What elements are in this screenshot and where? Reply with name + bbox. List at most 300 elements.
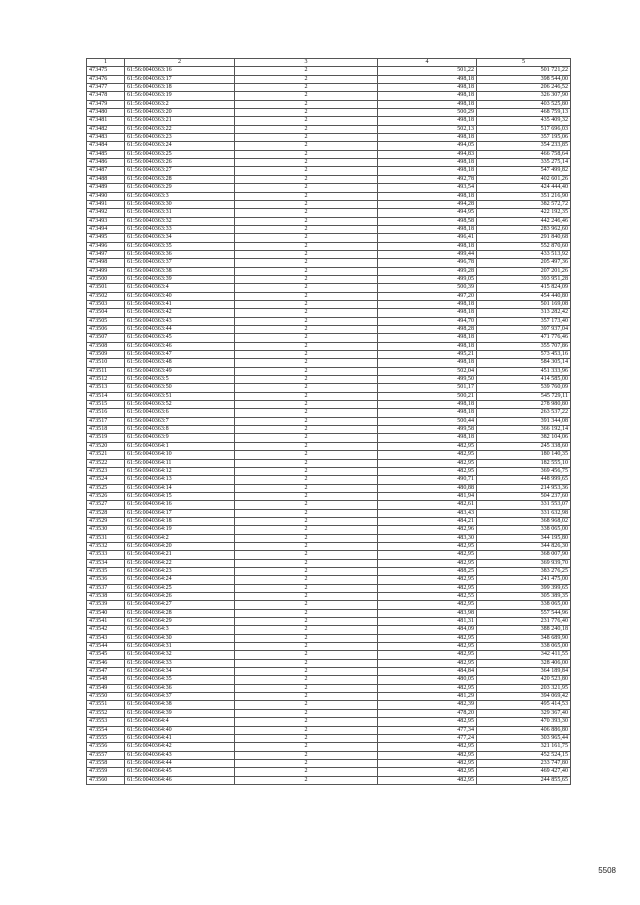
value-cell: 442 246,46 <box>477 217 571 225</box>
row-number-cell: 473477 <box>87 84 125 92</box>
row-number-cell: 473485 <box>87 150 125 158</box>
cadastral-number-cell: 61:56:0040364:12 <box>125 467 235 475</box>
category-cell: 2 <box>235 242 378 250</box>
table-row <box>87 300 571 308</box>
area-cell: 498,18 <box>378 75 477 83</box>
table-row <box>87 517 571 525</box>
value-cell: 326 307,90 <box>477 92 571 100</box>
cadastral-number-cell: 61:56:0040364:22 <box>125 559 235 567</box>
cadastral-number-cell: 61:56:0040364:33 <box>125 659 235 667</box>
table-row <box>87 225 571 233</box>
cadastral-number-cell: 61:56:0040364:1 <box>125 442 235 450</box>
table-row <box>87 542 571 550</box>
row-number-cell: 473538 <box>87 593 125 601</box>
table-row <box>87 67 571 75</box>
table-row <box>87 217 571 225</box>
cadastral-number-cell: 61:56:0040364:37 <box>125 693 235 701</box>
cadastral-number-cell: 61:56:0040363:18 <box>125 84 235 92</box>
category-cell: 2 <box>235 200 378 208</box>
cadastral-number-cell: 61:56:0040363:39 <box>125 275 235 283</box>
value-cell: 451 333,96 <box>477 367 571 375</box>
area-cell: 482,95 <box>378 634 477 642</box>
category-cell: 2 <box>235 593 378 601</box>
value-cell: 180 140,35 <box>477 451 571 459</box>
area-cell: 498,58 <box>378 217 477 225</box>
value-cell: 354 233,85 <box>477 142 571 150</box>
area-cell: 498,18 <box>378 300 477 308</box>
table-row <box>87 326 571 334</box>
table-row <box>87 609 571 617</box>
area-cell: 482,95 <box>378 768 477 776</box>
value-cell: 471 776,46 <box>477 334 571 342</box>
cadastral-number-cell: 61:56:0040363:51 <box>125 392 235 400</box>
area-cell: 482,95 <box>378 459 477 467</box>
row-number-cell: 473559 <box>87 768 125 776</box>
cadastral-number-cell: 61:56:0040364:41 <box>125 734 235 742</box>
category-cell: 2 <box>235 726 378 734</box>
cadastral-number-cell: 61:56:0040363:25 <box>125 150 235 158</box>
area-cell: 482,95 <box>378 451 477 459</box>
row-number-cell: 473489 <box>87 184 125 192</box>
cadastral-number-cell: 61:56:0040364:36 <box>125 684 235 692</box>
row-number-cell: 473502 <box>87 292 125 300</box>
column-header-2: 2 <box>125 59 235 67</box>
value-cell: 382 572,72 <box>477 200 571 208</box>
cadastral-number-cell: 61:56:0040363:42 <box>125 309 235 317</box>
value-cell: 382 104,06 <box>477 434 571 442</box>
row-number-cell: 473530 <box>87 526 125 534</box>
area-cell: 497,20 <box>378 292 477 300</box>
value-cell: 415 824,09 <box>477 284 571 292</box>
table-row <box>87 751 571 759</box>
row-number-cell: 473479 <box>87 100 125 108</box>
cadastral-number-cell: 61:56:0040364:45 <box>125 768 235 776</box>
table-row <box>87 576 571 584</box>
area-cell: 501,22 <box>378 67 477 75</box>
cadastral-number-cell: 61:56:0040364:11 <box>125 459 235 467</box>
category-cell: 2 <box>235 409 378 417</box>
value-cell: 388 240,18 <box>477 626 571 634</box>
cadastral-number-cell: 61:56:0040364:18 <box>125 517 235 525</box>
area-cell: 484,84 <box>378 668 477 676</box>
area-cell: 481,31 <box>378 618 477 626</box>
value-cell: 557 544,96 <box>477 609 571 617</box>
category-cell: 2 <box>235 668 378 676</box>
category-cell: 2 <box>235 367 378 375</box>
row-number-cell: 473496 <box>87 242 125 250</box>
row-number-cell: 473494 <box>87 225 125 233</box>
area-cell: 501,17 <box>378 384 477 392</box>
category-cell: 2 <box>235 701 378 709</box>
category-cell: 2 <box>235 217 378 225</box>
value-cell: 182 555,10 <box>477 459 571 467</box>
value-cell: 466 758,64 <box>477 150 571 158</box>
cadastral-number-cell: 61:56:0040364:28 <box>125 609 235 617</box>
cadastral-number-cell: 61:56:0040363:30 <box>125 200 235 208</box>
row-number-cell: 473499 <box>87 267 125 275</box>
table-row <box>87 309 571 317</box>
category-cell: 2 <box>235 117 378 125</box>
cadastral-number-cell: 61:56:0040364:25 <box>125 584 235 592</box>
row-number-cell: 473547 <box>87 668 125 676</box>
table-row <box>87 659 571 667</box>
row-number-cell: 473511 <box>87 367 125 375</box>
value-cell: 263 537,22 <box>477 409 571 417</box>
value-cell: 424 444,40 <box>477 184 571 192</box>
cadastral-number-cell: 61:56:0040364:39 <box>125 709 235 717</box>
row-number-cell: 473500 <box>87 275 125 283</box>
cadastral-number-cell: 61:56:0040363:38 <box>125 267 235 275</box>
row-number-cell: 473490 <box>87 192 125 200</box>
table-row <box>87 618 571 626</box>
value-cell: 545 729,11 <box>477 392 571 400</box>
value-cell: 366 192,14 <box>477 426 571 434</box>
value-cell: 406 886,80 <box>477 726 571 734</box>
row-number-cell: 473542 <box>87 626 125 634</box>
table-row <box>87 426 571 434</box>
category-cell: 2 <box>235 417 378 425</box>
row-number-cell: 473554 <box>87 726 125 734</box>
row-number-cell: 473510 <box>87 359 125 367</box>
area-cell: 482,95 <box>378 651 477 659</box>
category-cell: 2 <box>235 259 378 267</box>
row-number-cell: 473550 <box>87 693 125 701</box>
value-cell: 397 937,04 <box>477 326 571 334</box>
row-number-cell: 473504 <box>87 309 125 317</box>
area-cell: 483,98 <box>378 609 477 617</box>
area-cell: 498,18 <box>378 192 477 200</box>
category-cell: 2 <box>235 551 378 559</box>
cadastral-number-cell: 61:56:0040364:35 <box>125 676 235 684</box>
row-number-cell: 473560 <box>87 776 125 784</box>
area-cell: 498,18 <box>378 359 477 367</box>
cadastral-number-cell: 61:56:0040363:9 <box>125 434 235 442</box>
table-row <box>87 509 571 517</box>
category-cell: 2 <box>235 693 378 701</box>
category-cell: 2 <box>235 709 378 717</box>
value-cell: 368 968,02 <box>477 517 571 525</box>
column-header-1: 1 <box>87 59 125 67</box>
row-number-cell: 473529 <box>87 517 125 525</box>
cadastral-number-cell: 61:56:0040363:37 <box>125 259 235 267</box>
cadastral-number-cell: 61:56:0040363:21 <box>125 117 235 125</box>
value-cell: 241 475,00 <box>477 576 571 584</box>
cadastral-number-cell: 61:56:0040364:3 <box>125 626 235 634</box>
table-row <box>87 150 571 158</box>
row-number-cell: 473495 <box>87 234 125 242</box>
table-row <box>87 209 571 217</box>
cadastral-number-cell: 61:56:0040364:2 <box>125 534 235 542</box>
cadastral-number-cell: 61:56:0040363:41 <box>125 300 235 308</box>
value-cell: 328 406,00 <box>477 659 571 667</box>
value-cell: 495 414,53 <box>477 701 571 709</box>
category-cell: 2 <box>235 542 378 550</box>
area-cell: 498,18 <box>378 242 477 250</box>
table-body <box>87 67 571 785</box>
table-row <box>87 200 571 208</box>
value-cell: 214 953,36 <box>477 484 571 492</box>
cadastral-number-cell: 61:56:0040363:46 <box>125 342 235 350</box>
row-number-cell: 473525 <box>87 484 125 492</box>
table-row <box>87 142 571 150</box>
row-number-cell: 473513 <box>87 384 125 392</box>
row-number-cell: 473549 <box>87 684 125 692</box>
table-row <box>87 384 571 392</box>
value-cell: 344 195,80 <box>477 534 571 542</box>
value-cell: 344 826,30 <box>477 542 571 550</box>
row-number-cell: 473483 <box>87 134 125 142</box>
table-row <box>87 476 571 484</box>
cadastral-number-cell: 61:56:0040363:27 <box>125 167 235 175</box>
area-cell: 498,28 <box>378 326 477 334</box>
registry-table <box>86 58 571 785</box>
category-cell: 2 <box>235 150 378 158</box>
category-cell: 2 <box>235 618 378 626</box>
area-cell: 498,18 <box>378 409 477 417</box>
cadastral-number-cell: 61:56:0040363:7 <box>125 417 235 425</box>
cadastral-number-cell: 61:56:0040364:27 <box>125 601 235 609</box>
table-row <box>87 250 571 258</box>
area-cell: 480,05 <box>378 676 477 684</box>
value-cell: 203 321,95 <box>477 684 571 692</box>
cadastral-number-cell: 61:56:0040363:24 <box>125 142 235 150</box>
category-cell: 2 <box>235 300 378 308</box>
category-cell: 2 <box>235 718 378 726</box>
table-row <box>87 234 571 242</box>
cadastral-number-cell: 61:56:0040364:17 <box>125 509 235 517</box>
row-number-cell: 473481 <box>87 117 125 125</box>
row-number-cell: 473515 <box>87 401 125 409</box>
header-row <box>87 59 571 67</box>
area-cell: 498,18 <box>378 117 477 125</box>
row-number-cell: 473552 <box>87 709 125 717</box>
table-row <box>87 134 571 142</box>
value-cell: 351 216,90 <box>477 192 571 200</box>
table-row <box>87 409 571 417</box>
value-cell: 205 497,36 <box>477 259 571 267</box>
cadastral-number-cell: 61:56:0040364:14 <box>125 484 235 492</box>
category-cell: 2 <box>235 317 378 325</box>
value-cell: 313 282,42 <box>477 309 571 317</box>
table-row <box>87 367 571 375</box>
row-number-cell: 473545 <box>87 651 125 659</box>
cadastral-number-cell: 61:56:0040364:20 <box>125 542 235 550</box>
area-cell: 494,28 <box>378 200 477 208</box>
row-number-cell: 473556 <box>87 743 125 751</box>
row-number-cell: 473475 <box>87 67 125 75</box>
category-cell: 2 <box>235 175 378 183</box>
area-cell: 483,30 <box>378 534 477 542</box>
category-cell: 2 <box>235 751 378 759</box>
table-row <box>87 342 571 350</box>
value-cell: 338 065,00 <box>477 643 571 651</box>
category-cell: 2 <box>235 125 378 133</box>
row-number-cell: 473520 <box>87 442 125 450</box>
category-cell: 2 <box>235 84 378 92</box>
value-cell: 357 195,06 <box>477 134 571 142</box>
table-row <box>87 776 571 784</box>
area-cell: 481,94 <box>378 492 477 500</box>
table-row <box>87 434 571 442</box>
column-header-5: 5 <box>477 59 571 67</box>
value-cell: 342 411,55 <box>477 651 571 659</box>
category-cell: 2 <box>235 634 378 642</box>
cadastral-number-cell: 61:56:0040364:13 <box>125 476 235 484</box>
value-cell: 452 524,15 <box>477 751 571 759</box>
value-cell: 504 237,60 <box>477 492 571 500</box>
row-number-cell: 473484 <box>87 142 125 150</box>
table-row <box>87 734 571 742</box>
cadastral-number-cell: 61:56:0040364:24 <box>125 576 235 584</box>
table-row <box>87 192 571 200</box>
table-row <box>87 417 571 425</box>
row-number-cell: 473507 <box>87 334 125 342</box>
row-number-cell: 473518 <box>87 426 125 434</box>
row-number-cell: 473492 <box>87 209 125 217</box>
category-cell: 2 <box>235 492 378 500</box>
value-cell: 369 939,70 <box>477 559 571 567</box>
category-cell: 2 <box>235 584 378 592</box>
category-cell: 2 <box>235 484 378 492</box>
category-cell: 2 <box>235 376 378 384</box>
category-cell: 2 <box>235 476 378 484</box>
table-row <box>87 167 571 175</box>
category-cell: 2 <box>235 109 378 117</box>
cadastral-number-cell: 61:56:0040364:40 <box>125 726 235 734</box>
category-cell: 2 <box>235 392 378 400</box>
area-cell: 498,18 <box>378 167 477 175</box>
category-cell: 2 <box>235 676 378 684</box>
area-cell: 498,18 <box>378 225 477 233</box>
value-cell: 303 965,44 <box>477 734 571 742</box>
table-row <box>87 392 571 400</box>
area-cell: 482,95 <box>378 684 477 692</box>
category-cell: 2 <box>235 134 378 142</box>
category-cell: 2 <box>235 100 378 108</box>
area-cell: 496,78 <box>378 259 477 267</box>
category-cell: 2 <box>235 626 378 634</box>
value-cell: 398 544,00 <box>477 75 571 83</box>
area-cell: 482,95 <box>378 576 477 584</box>
area-cell: 500,39 <box>378 284 477 292</box>
table-row <box>87 334 571 342</box>
row-number-cell: 473521 <box>87 451 125 459</box>
value-cell: 338 065,00 <box>477 601 571 609</box>
value-cell: 364 189,84 <box>477 668 571 676</box>
cadastral-number-cell: 61:56:0040364:42 <box>125 743 235 751</box>
cadastral-number-cell: 61:56:0040364:15 <box>125 492 235 500</box>
table-row <box>87 551 571 559</box>
row-number-cell: 473555 <box>87 734 125 742</box>
row-number-cell: 473497 <box>87 250 125 258</box>
row-number-cell: 473516 <box>87 409 125 417</box>
area-cell: 483,43 <box>378 509 477 517</box>
table-row <box>87 484 571 492</box>
table-row <box>87 743 571 751</box>
table-row <box>87 109 571 117</box>
area-cell: 499,58 <box>378 426 477 434</box>
row-number-cell: 473517 <box>87 417 125 425</box>
value-cell: 335 275,14 <box>477 159 571 167</box>
category-cell: 2 <box>235 342 378 350</box>
value-cell: 573 453,16 <box>477 351 571 359</box>
table-row <box>87 726 571 734</box>
category-cell: 2 <box>235 426 378 434</box>
value-cell: 338 065,00 <box>477 526 571 534</box>
value-cell: 321 161,75 <box>477 743 571 751</box>
table-row <box>87 359 571 367</box>
area-cell: 494,05 <box>378 142 477 150</box>
table-row <box>87 526 571 534</box>
category-cell: 2 <box>235 517 378 525</box>
value-cell: 278 980,80 <box>477 401 571 409</box>
value-cell: 331 553,07 <box>477 501 571 509</box>
table-row <box>87 718 571 726</box>
row-number-cell: 473505 <box>87 317 125 325</box>
area-cell: 490,71 <box>378 476 477 484</box>
area-cell: 498,18 <box>378 334 477 342</box>
value-cell: 501 169,08 <box>477 300 571 308</box>
value-cell: 552 870,60 <box>477 242 571 250</box>
value-cell: 231 776,40 <box>477 618 571 626</box>
cadastral-number-cell: 61:56:0040364:19 <box>125 526 235 534</box>
category-cell: 2 <box>235 768 378 776</box>
row-number-cell: 473524 <box>87 476 125 484</box>
cadastral-number-cell: 61:56:0040363:34 <box>125 234 235 242</box>
cadastral-number-cell: 61:56:0040363:33 <box>125 225 235 233</box>
row-number-cell: 473509 <box>87 351 125 359</box>
value-cell: 501 721,22 <box>477 67 571 75</box>
value-cell: 357 173,40 <box>477 317 571 325</box>
row-number-cell: 473528 <box>87 509 125 517</box>
category-cell: 2 <box>235 351 378 359</box>
category-cell: 2 <box>235 142 378 150</box>
value-cell: 469 427,40 <box>477 768 571 776</box>
table-row <box>87 693 571 701</box>
table-row <box>87 559 571 567</box>
row-number-cell: 473534 <box>87 559 125 567</box>
value-cell: 435 409,32 <box>477 117 571 125</box>
cadastral-number-cell: 61:56:0040363:6 <box>125 409 235 417</box>
value-cell: 348 689,90 <box>477 634 571 642</box>
area-cell: 482,95 <box>378 542 477 550</box>
category-cell: 2 <box>235 659 378 667</box>
cadastral-number-cell: 61:56:0040363:50 <box>125 384 235 392</box>
category-cell: 2 <box>235 225 378 233</box>
row-number-cell: 473487 <box>87 167 125 175</box>
cadastral-number-cell: 61:56:0040363:40 <box>125 292 235 300</box>
cadastral-number-cell: 61:56:0040364:34 <box>125 668 235 676</box>
category-cell: 2 <box>235 159 378 167</box>
cadastral-number-cell: 61:56:0040363:20 <box>125 109 235 117</box>
area-cell: 482,95 <box>378 442 477 450</box>
area-cell: 482,95 <box>378 659 477 667</box>
cadastral-number-cell: 61:56:0040363:35 <box>125 242 235 250</box>
area-cell: 482,95 <box>378 551 477 559</box>
area-cell: 498,18 <box>378 159 477 167</box>
cadastral-number-cell: 61:56:0040363:19 <box>125 92 235 100</box>
cadastral-number-cell: 61:56:0040364:10 <box>125 451 235 459</box>
category-cell: 2 <box>235 401 378 409</box>
category-cell: 2 <box>235 359 378 367</box>
cadastral-number-cell: 61:56:0040363:43 <box>125 317 235 325</box>
table-row <box>87 184 571 192</box>
area-cell: 484,21 <box>378 517 477 525</box>
cadastral-number-cell: 61:56:0040363:8 <box>125 426 235 434</box>
area-cell: 499,50 <box>378 376 477 384</box>
row-number-cell: 473546 <box>87 659 125 667</box>
row-number-cell: 473531 <box>87 534 125 542</box>
